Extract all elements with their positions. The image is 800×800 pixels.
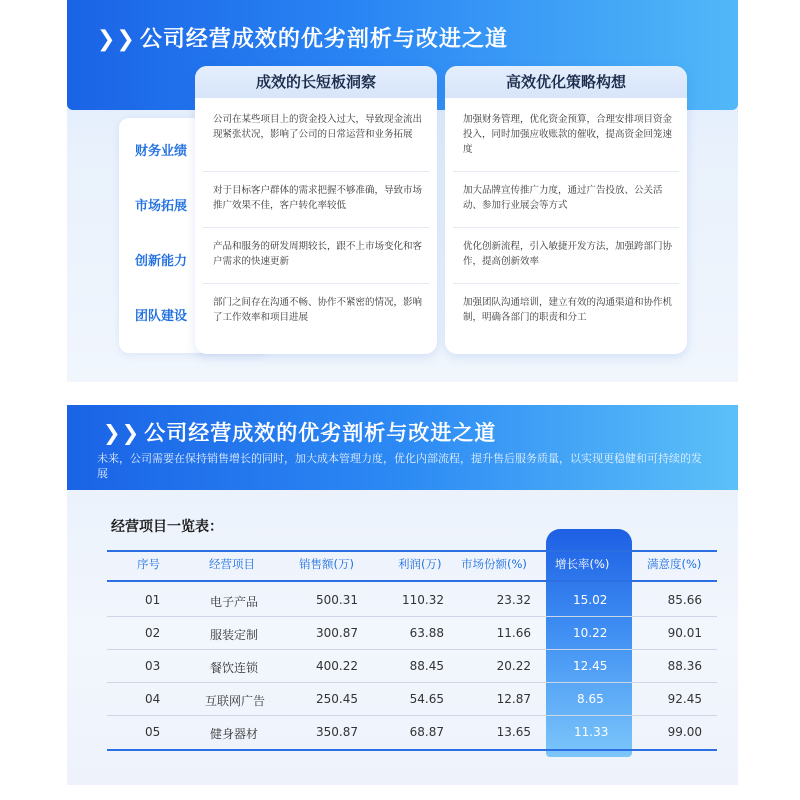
col-header-share: 市场份额(%): [461, 557, 527, 571]
cell-sales: 500.31: [316, 593, 358, 607]
category-label-innovation: 创新能力: [134, 254, 187, 269]
weakness-column-header: 成效的长短板洞察: [195, 66, 437, 98]
cell-profit: 54.65: [409, 692, 444, 706]
row-divider: [203, 171, 429, 172]
panel-title-text: 公司经营成效的优劣剖析与改进之道: [139, 27, 508, 52]
cell-satisfaction: 85.66: [667, 593, 702, 607]
table-title: 经营项目一览表：: [111, 519, 223, 535]
strategy-market: 加大品牌宣传推广力度，通过广告投放、公关活动、参加行业展会等方式: [463, 185, 663, 211]
cell-share: 12.87: [496, 692, 531, 706]
row-divider: [107, 682, 717, 683]
double-chevron-icon: ❯❯: [103, 421, 141, 445]
cell-profit: 68.87: [409, 725, 444, 739]
cell-index: 04: [145, 692, 161, 706]
strategy-column: [445, 66, 687, 354]
weakness-column: [195, 66, 437, 354]
col-header-growth: 增长率(%): [555, 557, 610, 571]
cell-sales: 400.22: [316, 659, 358, 673]
col-header-satisfaction: 满意度(%): [647, 557, 702, 571]
cell-project: 健身器材: [210, 727, 259, 741]
row-divider: [453, 171, 679, 172]
weakness-finance: 公司在某些项目上的资金投入过大，导致现金流出现紧张状况，影响了公司的日常运营和业务拓展: [213, 114, 423, 140]
row-divider: [203, 283, 429, 284]
col-header-project: 经营项目: [209, 557, 255, 571]
cell-index: 03: [145, 659, 161, 673]
col-header-sales: 销售额(万): [299, 557, 354, 571]
cell-satisfaction: 99.00: [667, 725, 702, 739]
cell-sales: 300.87: [316, 626, 358, 640]
row-divider: [107, 616, 717, 617]
row-divider: [453, 227, 679, 228]
cell-index: 01: [145, 593, 161, 607]
analysis-panel: [67, 0, 738, 382]
table-bottom-rule: [107, 749, 717, 751]
cell-satisfaction: 92.45: [667, 692, 702, 706]
weakness-team: 部门之间存在沟通不畅、协作不紧密的情况，影响了工作效率和项目进展: [213, 297, 423, 323]
cell-satisfaction: 90.01: [667, 626, 702, 640]
cell-share: 20.22: [496, 659, 531, 673]
weakness-innovation: 产品和服务的研发周期较长，跟不上市场变化和客户需求的快速更新: [213, 241, 423, 267]
strategy-innovation: 优化创新流程，引入敏捷开发方法，加强跨部门协作，提高创新效率: [463, 241, 673, 267]
table-header-rule: [107, 580, 717, 582]
row-divider: [453, 283, 679, 284]
cell-profit: 63.88: [409, 626, 444, 640]
cell-project: 电子产品: [210, 595, 259, 609]
cell-profit: 110.32: [402, 593, 444, 607]
panel-title: [97, 22, 508, 53]
cell-share: 11.66: [496, 626, 531, 640]
category-label-team: 团队建设: [134, 309, 187, 324]
cell-share: 13.65: [496, 725, 531, 739]
cell-growth: 10.22: [573, 626, 608, 640]
cell-project: 餐饮连锁: [210, 661, 259, 675]
cell-growth: 15.02: [573, 593, 608, 607]
strategy-team: 加强团队沟通培训，建立有效的沟通渠道和协作机制，明确各部门的职责和分工: [463, 297, 673, 323]
row-divider: [107, 649, 717, 650]
cell-share: 23.32: [496, 593, 531, 607]
cell-project: 服装定制: [210, 628, 259, 642]
double-chevron-icon: ❯❯: [97, 27, 136, 52]
cell-index: 02: [145, 626, 161, 640]
cell-profit: 88.45: [409, 659, 444, 673]
table-panel: [67, 405, 738, 785]
cell-growth: 8.65: [577, 692, 604, 706]
category-label-market: 市场拓展: [134, 199, 187, 214]
cell-satisfaction: 88.36: [667, 659, 702, 673]
panel-title-text: 公司经营成效的优劣剖析与改进之道: [144, 421, 497, 445]
col-header-index: 序号: [137, 557, 160, 571]
panel-title: [103, 417, 496, 447]
table-top-rule: [107, 550, 717, 552]
weakness-market: 对于目标客户群体的需求把握不够准确，导致市场推广效果不佳，客户转化率较低: [213, 185, 423, 211]
cell-sales: 250.45: [316, 692, 358, 706]
cell-sales: 350.87: [316, 725, 358, 739]
cell-index: 05: [145, 725, 161, 739]
panel-subtitle: 未来，公司需要在保持销售增长的同时，加大成本管理力度，优化内部流程，提升售后服务质量，以实现更稳健和可持续的发展: [97, 452, 702, 480]
row-divider: [203, 227, 429, 228]
cell-growth: 12.45: [573, 659, 608, 673]
category-label-finance: 财务业绩: [134, 144, 187, 159]
strategy-column-header: 高效优化策略构想: [445, 66, 687, 98]
col-header-profit: 利润(万): [398, 557, 442, 571]
strategy-finance: 加强财务管理，优化资金预算，合理安排项目资金投入，同时加强应收账款的催收，提高资金回笼速度: [463, 114, 673, 155]
cell-project: 互联网广告: [205, 694, 266, 708]
cell-growth: 11.33: [574, 725, 609, 739]
row-divider: [107, 715, 717, 716]
